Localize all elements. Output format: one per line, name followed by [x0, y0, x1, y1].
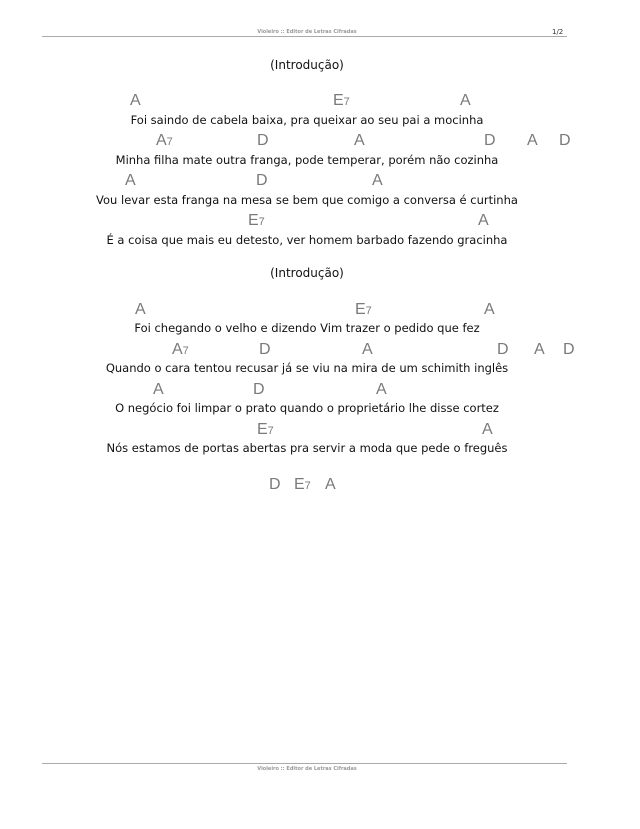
chord-l6-1: A7: [172, 341, 189, 358]
section-intro-1: (Introdução): [270, 58, 344, 72]
lyric-line-4: É a coisa que mais eu detesto, ver homem barbado fazendo gracinha: [106, 233, 508, 247]
chord-l2-4: D: [484, 132, 496, 149]
chord-l4-2: A: [478, 212, 489, 229]
chord-l2-3: A: [354, 132, 365, 149]
chord-l7-1: A: [153, 381, 164, 398]
section-intro-2: (Introdução): [270, 266, 344, 280]
lyric-line-6: Quando o cara tentou recusar já se viu na mira de um schimith inglês: [105, 361, 509, 375]
chord-ending-3: A: [325, 476, 336, 493]
chord-l8-2: A: [482, 421, 493, 438]
chord-l1-2: E7: [333, 92, 350, 109]
chord-l8-1: E7: [257, 421, 274, 438]
chord-l2-2: D: [257, 132, 269, 149]
lyric-line-8: Nós estamos de portas abertas pra servir a moda que pede o freguês: [106, 441, 508, 455]
lyric-line-7: O negócio foi limpar o prato quando o proprietário lhe disse cortez: [115, 401, 499, 415]
page-number: 1/2: [552, 28, 564, 36]
chord-ending-2: E7: [294, 476, 311, 493]
chord-l7-2: D: [253, 381, 265, 398]
footer-divider: [42, 763, 567, 764]
chord-l6-2: D: [259, 341, 271, 358]
chord-l5-2: E7: [355, 301, 372, 318]
chord-l6-4: D: [497, 341, 509, 358]
lyric-line-3: Vou levar esta franga na mesa se bem que comigo a conversa é curtinha: [96, 193, 518, 207]
chord-l2-1: A7: [156, 132, 173, 149]
chord-l4-1: E7: [248, 212, 265, 229]
chord-l1-3: A: [460, 92, 471, 109]
header-title: Violeiro :: Editor de Letras Cifradas: [257, 29, 357, 35]
chord-l3-1: A: [125, 172, 136, 189]
chord-l2-5: A: [527, 132, 538, 149]
chord-l1-1: A: [130, 92, 141, 109]
chord-l3-3: A: [372, 172, 383, 189]
chord-l3-2: D: [256, 172, 268, 189]
chord-l5-1: A: [135, 301, 146, 318]
lyric-line-2: Minha filha mate outra franga, pode temperar, porém não cozinha: [115, 153, 499, 167]
chord-l6-5: A: [534, 341, 545, 358]
lyric-line-5: Foi chegando o velho e dizendo Vim trazer o pedido que fez: [134, 321, 480, 335]
chord-l6-6: D: [563, 341, 575, 358]
chord-l2-6: D: [559, 132, 571, 149]
chord-l5-3: A: [484, 301, 495, 318]
chord-l7-3: A: [376, 381, 387, 398]
chord-ending-1: D: [269, 476, 281, 493]
footer-title: Violeiro :: Editor de Letras Cifradas: [257, 766, 357, 772]
lyric-line-1: Foi saindo de cabela baixa, pra queixar ao seu pai a mocinha: [130, 113, 484, 127]
chord-l6-3: A: [362, 341, 373, 358]
header-divider: [42, 36, 567, 37]
